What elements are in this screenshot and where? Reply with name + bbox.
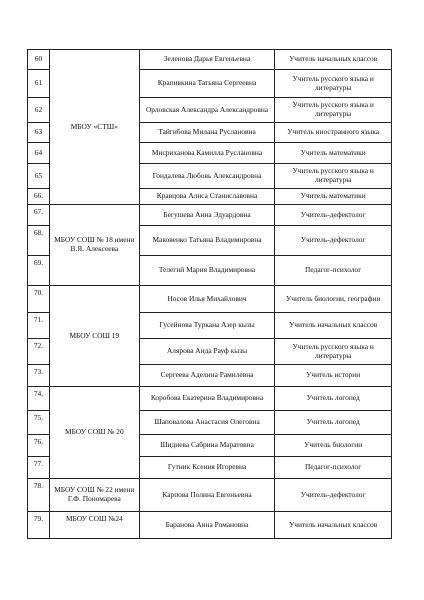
employee-position: Учитель иностранного языка <box>275 123 392 143</box>
table-row <box>28 512 392 539</box>
employee-position: Учитель-дефектолог <box>275 479 392 512</box>
row-number: 68. <box>28 226 50 256</box>
table-row <box>28 205 392 226</box>
employee-name: Тайгибова Милана Руслановна <box>139 123 275 143</box>
organization-cell: МБОУ СОШ №24 <box>49 512 139 539</box>
row-number: 77. <box>28 457 50 479</box>
employee-name: Мисриханова Камилла Руслановна <box>139 143 275 164</box>
employee-position: Учитель русского языка и литературы <box>275 98 392 123</box>
organization-cell: МБОУ СОШ № 22 имени Г.Ф. Пономарева <box>49 479 139 512</box>
table-row <box>28 286 392 313</box>
employee-name: Бегушева Анна Эдуардовна <box>139 205 275 226</box>
row-number: 66. <box>28 189 50 205</box>
row-number: 74. <box>28 387 50 411</box>
employee-position: Учитель-дефектолог <box>275 226 392 256</box>
employee-name: Крапивкина Татьяна Сергеевна <box>139 70 275 98</box>
organization-cell: МБОУ СОШ 19 <box>49 286 139 387</box>
row-number: 65 <box>28 164 50 189</box>
row-number: 69. <box>28 256 50 286</box>
employee-name: Коробова Екатерина Владимировна <box>139 387 275 411</box>
employee-position: Учитель русского языка и литературы <box>275 70 392 98</box>
employee-position: Учитель-дефектолог <box>275 205 392 226</box>
employee-name: Маковенко Татьяна Владимировна <box>139 226 275 256</box>
row-number: 78. <box>28 479 50 512</box>
employee-name: Шаповалова Анастасия Олеговна <box>139 411 275 435</box>
employee-position: Учитель логопед <box>275 411 392 435</box>
employee-name: Телегий Мария Владимировна <box>139 256 275 286</box>
employee-name: Карпова Полина Евгеньевна <box>139 479 275 512</box>
employee-position: Учитель русского языка и литературы <box>275 339 392 365</box>
row-number: 62 <box>28 98 50 123</box>
table-row <box>28 387 392 411</box>
employee-name: Алярова Аида Рауф кызы <box>139 339 275 365</box>
employee-position: Учитель математики <box>275 143 392 164</box>
employee-position: Учитель начальных классов <box>275 50 392 70</box>
table-row <box>28 479 392 512</box>
organization-cell: МБОУ «СТШ» <box>49 50 139 205</box>
employee-name: Гусейнова Туркана Азер кызы <box>139 313 275 339</box>
row-number: 72. <box>28 339 50 365</box>
row-number: 64 <box>28 143 50 164</box>
employee-position: Учитель истории <box>275 365 392 387</box>
employee-name: Сергеева Аделина Рамилевна <box>139 365 275 387</box>
row-number: 61 <box>28 70 50 98</box>
row-number: 73. <box>28 365 50 387</box>
employee-name: Носов Илья Михайлович <box>139 286 275 313</box>
employee-position: Учитель биологии, географии <box>275 286 392 313</box>
organization-cell: МБОУ СОШ № 18 имени В.Я. Алексеева <box>49 205 139 286</box>
employee-name: Орловская Александра Александровна <box>139 98 275 123</box>
employee-position: Учитель начальных классов <box>275 313 392 339</box>
row-number: 71. <box>28 313 50 339</box>
employee-position: Учитель математики <box>275 189 392 205</box>
row-number: 76. <box>28 435 50 457</box>
employee-name: Гутник Ксения Игоревна <box>139 457 275 479</box>
row-number: 79. <box>28 512 50 539</box>
employee-position: Учитель начальных классов <box>275 512 392 539</box>
employee-position: Учитель логопед <box>275 387 392 411</box>
employee-name: Гондалева Любовь Александровна <box>139 164 275 189</box>
table-row <box>28 50 392 70</box>
row-number: 75. <box>28 411 50 435</box>
employee-position: Учитель русского языка и литературы <box>275 164 392 189</box>
row-number: 63 <box>28 123 50 143</box>
organization-cell: МБОУ СОШ № 20 <box>49 387 139 479</box>
employee-name: Шидиева Сабрина Маратовна <box>139 435 275 457</box>
staff-table <box>27 49 392 539</box>
row-number: 70. <box>28 286 50 313</box>
employee-position: Педагог-психолог <box>275 457 392 479</box>
employee-name: Зеленова Дарья Евгеньевна <box>139 50 275 70</box>
employee-position: Педагог-психолог <box>275 256 392 286</box>
row-number: 60 <box>28 50 50 70</box>
employee-name: Баранова Анна Романовна <box>139 512 275 539</box>
row-number: 67. <box>28 205 50 226</box>
employee-name: Кравцова Алиса Станиславовна <box>139 189 275 205</box>
employee-position: Учитель биологии <box>275 435 392 457</box>
